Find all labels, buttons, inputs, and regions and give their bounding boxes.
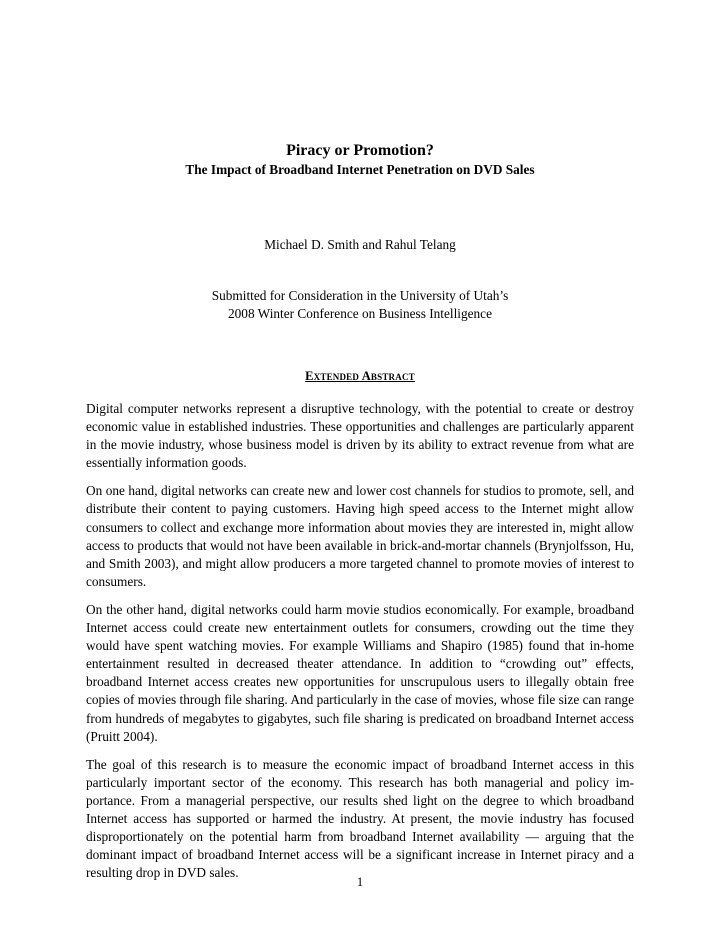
page-number: 1 (356, 875, 364, 889)
paragraph: The goal of this research is to measure the economic impact of broadband Internet access in this particularly important sector of the economy. This research has both managerial and policy importance. From a managerial perspective, our results shed light on the degree to which broadband Internet access has supported or harmed the industry. At present, the movie industry has focused disproportionately on the potential harm from broadband Internet availability — arguing that the dominant impact of broadband Internet access will be a significant increase in Internet piracy and a resulting drop in DVD sales. (86, 756, 634, 881)
paragraph: Digital computer networks represent a disruptive technology, with the potential to create or destroy economic value in established industries. These opportunities and challenges are particularly apparent in the movie industry, whose business model is driven by its ability to extract revenue from what are essentially information goods. (86, 401, 634, 471)
section-heading (0, 368, 720, 385)
paper-title: Piracy or Promotion? (286, 142, 434, 159)
paragraph: On one hand, digital networks can create new and lower cost channels for studios to promote, sell, and distribute their content to paying customers. Having high speed access to the Internet might allow consumers to collect and exchange more information about movies they are interested in, might allow access to products that would not have been available in brick-and-mortar channels (Brynjolfsson, Hu, and Smith 2003), and might allow producers a more targeted channel to promote movies of interest to consumers. (86, 483, 634, 589)
submission-note (0, 287, 720, 323)
section-heading-text: Extended Abstract (305, 369, 415, 383)
author-line: Michael D. Smith and Rahul Telang (264, 237, 456, 252)
submission-line-2: 2008 Winter Conference on Business Intelligence (228, 306, 492, 321)
submission-line-1: Submitted for Consideration in the University of Utah’s (211, 288, 509, 303)
paragraph: On the other hand, digital networks could harm movie studios economically. For example, broadband Internet access could create new entertainment outlets for consumers, crowding out the time they would have spent watching movies. For example Williams and Shapiro (1985) found that in-home entertainment resulted in decreased theater attendance. In addition to “crowding out” effects, broadband Internet access creates new opportunities for unscrupulous users to illegally obtain free copies of movies through file sharing. And particularly in the case of movies, whose file size can range from hundreds of megabytes to gigabytes, such file sharing is predicated on broadband Internet access (Pruitt 2004). (86, 601, 634, 744)
abstract-body (86, 400, 634, 892)
paper-subtitle: The Impact of Broadband Internet Penetration on DVD Sales (185, 162, 535, 177)
